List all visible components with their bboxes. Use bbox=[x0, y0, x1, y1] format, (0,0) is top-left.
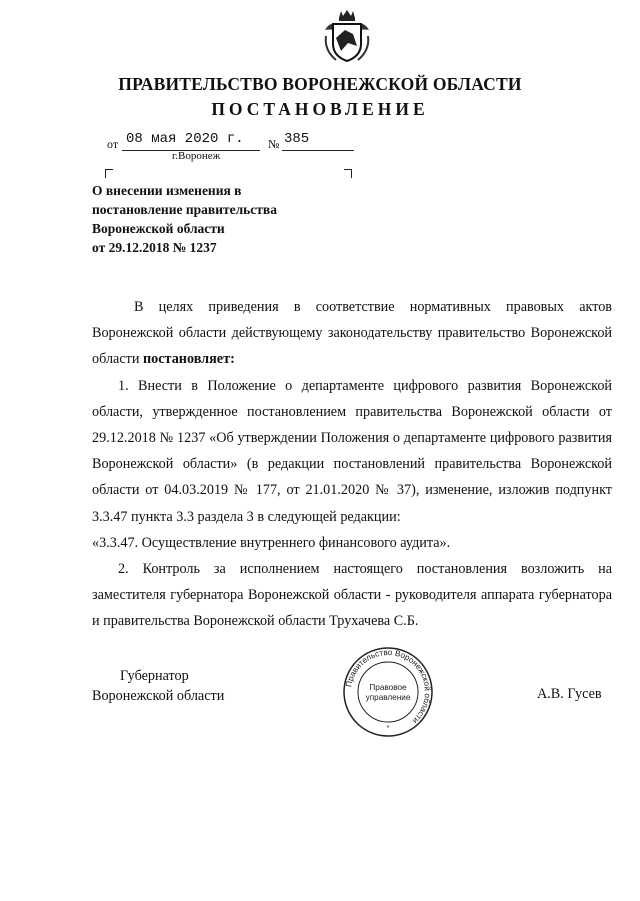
item-2-paragraph: 2. Контроль за исполнением настоящего постановления возложить на заместителя губернатора Воронежской области - руководителя аппарата губернатора и правительства Воронежской области Трухачева С.Б. bbox=[92, 561, 612, 630]
intro-paragraph bbox=[92, 294, 612, 373]
document-body bbox=[92, 294, 612, 635]
number-underline bbox=[282, 150, 354, 151]
date-prefix-label: от bbox=[107, 137, 119, 151]
subject-line: от 29.12.2018 № 1237 bbox=[92, 240, 217, 255]
subject-line: постановление правительства bbox=[92, 202, 277, 217]
subject-line: О внесении изменения в bbox=[92, 183, 242, 198]
svg-text:*: * bbox=[386, 725, 390, 732]
signatory-title bbox=[92, 667, 224, 706]
stamp-center-line: управление bbox=[365, 693, 411, 702]
intro-resolves: постановляет: bbox=[142, 351, 235, 368]
document-type: ПОСТАНОВЛЕНИЕ bbox=[211, 99, 429, 119]
stamp-ring-text: Правительство Воронежской области bbox=[344, 647, 433, 726]
organization-name: ПРАВИТЕЛЬСТВО ВОРОНЕЖСКОЙ ОБЛАСТИ bbox=[118, 74, 522, 94]
stamp-center-line: Правовое bbox=[369, 683, 407, 692]
signatory-title-line: Губернатор bbox=[120, 668, 189, 684]
coat-of-arms-icon bbox=[322, 8, 372, 64]
intro-text: В целях приведения в соответствие нормативных правовых актов Воронежской области действующему законодательству правительство Воронежской области bbox=[92, 299, 612, 368]
document-date: 08 мая 2020 г. bbox=[126, 131, 244, 147]
subject-corner-left bbox=[105, 169, 113, 178]
official-stamp-icon bbox=[334, 646, 442, 738]
quoted-subpoint: «3.3.47. Осуществление внутреннего финансового аудита». bbox=[92, 534, 451, 551]
subject-corner-right bbox=[344, 169, 352, 178]
signatory-title-line: Воронежской области bbox=[92, 687, 225, 704]
number-prefix-label: № bbox=[268, 137, 280, 151]
city-label: г.Воронеж bbox=[172, 150, 221, 162]
subject-line: Воронежской области bbox=[92, 221, 225, 236]
document-number: 385 bbox=[284, 131, 310, 147]
signatory-name: А.В. Гусев bbox=[537, 686, 602, 702]
item-1-paragraph: 1. Внести в Положение о департаменте цифрового развития Воронежской области, утвержденное постановлением правительства Воронежской области от 29.12.2018 № 1237 «Об утверждении Положения о департаменте цифрового развития Воронежской области» (в редакции постановлений правительства Воронежской области от 04.03.2019 № 177, от 21.01.2020 № 37), изменение, изложив подпункт 3.3.47 пункта 3.3 раздела 3 в следующей редакции: bbox=[92, 377, 612, 525]
document-subject bbox=[92, 181, 392, 257]
